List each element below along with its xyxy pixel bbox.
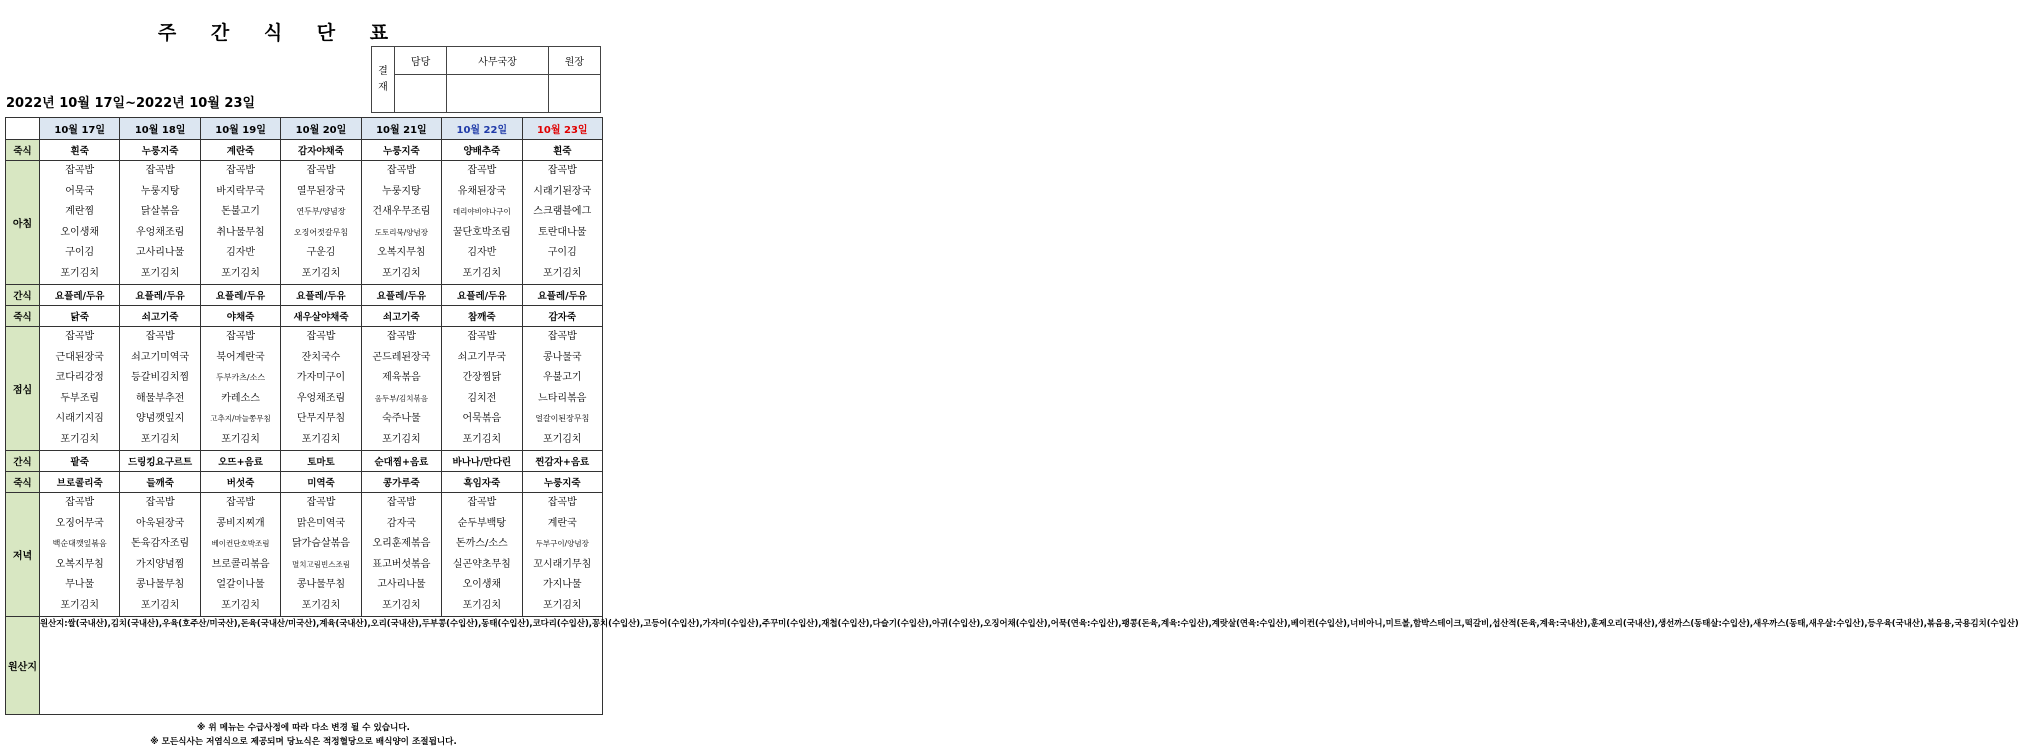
dish-item: 잡곡밥 [386,331,416,342]
menu-cell: 흰죽 [40,140,120,161]
dish-item: 두부카츠/소스 [216,373,266,382]
dish-item: 콩나물국 [542,351,582,363]
dish-item: 잡곡밥 [547,331,577,342]
menu-cell: 버섯죽 [200,472,280,493]
dish-item: 잡곡밥 [65,331,95,342]
porridge-row [6,306,603,327]
dish-item: 포기김치 [301,599,341,611]
menu-cell: 감자야채죽 [281,140,361,161]
dish-item: 우엉채조림 [135,226,185,238]
menu-cell: 흑임자죽 [442,472,522,493]
dish-item: 포기김치 [382,267,421,279]
dish-item: 포기김치 [140,599,180,611]
menu-cell: 요플레/두유 [522,285,602,306]
dish-item: 우불고기 [542,372,582,383]
row-label: 점심 [6,327,40,451]
snack-row [6,285,603,306]
dish-item: 계란찜 [65,206,95,217]
dish-item: 돈육감자조림 [131,538,190,549]
dish-item: 무나물 [65,579,95,590]
dish-item: 잡곡밥 [386,497,416,508]
approval-sign-slot [395,75,447,113]
menu-cell: 양배추죽 [442,140,522,161]
dish-item: 잡곡밥 [145,497,175,508]
dish-item: 포기김치 [60,599,100,611]
dish-item: 오복지무침 [55,558,104,570]
dish-item: 옴두부/김치볶음 [374,393,429,403]
dish-item: 콩나물무침 [135,579,185,590]
dish-item: 오복지무침 [377,247,426,258]
dish-item: 누룽지탕 [382,185,421,197]
dish-item: 멸치고림빈스조림 [291,559,350,569]
menu-cell: 토마토 [281,451,361,472]
dish-item: 잡곡밥 [65,497,95,508]
dish-item: 잔치국수 [301,351,341,363]
approval-gyeol: 결 [378,65,388,77]
header-row [6,118,603,140]
dish-item: 콩비지찌개 [216,517,265,529]
meal-cell [120,327,200,451]
meal-cell [281,327,361,451]
dish-item: 백순대깻잎볶음 [52,539,107,548]
menu-cell: 요플레/두유 [281,285,361,306]
dish-item: 잡곡밥 [547,165,577,176]
dish-item: 베이컨단호박조림 [211,539,270,548]
menu-cell: 팥죽 [40,451,120,472]
meal-cell [40,161,120,285]
dish-item: 카레소스 [221,392,260,404]
dish-item: 느타리볶음 [538,392,587,404]
dish-item: 포기김치 [301,267,341,279]
menu-cell: 요플레/두유 [361,285,441,306]
dish-item: 두부조림 [60,392,100,404]
menu-cell: 흰죽 [522,140,602,161]
dish-item: 어묵국 [65,185,95,197]
dish-item: 구운김 [306,247,336,258]
meal-cell [200,327,280,451]
menu-cell: 쇠고기죽 [361,306,441,327]
dish-item: 오리훈제볶음 [372,538,431,549]
dish-item: 쇠고기무국 [457,351,506,363]
dish-item: 가지양념찜 [135,558,185,570]
meal-cell [200,493,280,617]
approval-sign-slot [548,75,600,113]
dish-item: 닭살볶음 [140,206,180,217]
dish-item: 어묵볶음 [462,413,502,424]
porridge-row [6,472,603,493]
page-title: 주 간 식 단 표 [157,22,403,44]
meal-cell [361,493,441,617]
dish-item: 가지나물 [542,579,582,590]
note-line: ※ 위 메뉴는 수급사정에 따라 다소 변경 될 수 있습니다. [197,723,410,733]
corner-cell [6,118,40,140]
dish-item: 맑은미역국 [296,517,346,529]
menu-cell: 참깨죽 [442,306,522,327]
dish-item: 스크램블에그 [533,206,592,217]
dish-item: 꿀단호박조림 [452,226,511,238]
dish-item: 건새우무조림 [372,206,431,217]
dish-item: 가자미구이 [296,372,346,383]
dish-item: 포기김치 [60,267,100,279]
dish-item: 포기김치 [462,267,502,279]
approval-role: 사무국장 [447,47,549,75]
dish-item: 아욱된장국 [135,517,185,529]
dish-item: 포기김치 [542,267,582,279]
dish-item: 잡곡밥 [306,165,336,176]
menu-cell: 누룽지죽 [120,140,200,161]
dish-item: 잡곡밥 [467,331,497,342]
menu-cell: 요플레/두유 [200,285,280,306]
dish-item: 돈까스/소스 [455,538,508,549]
dish-item: 포기김치 [542,599,582,611]
meal-cell [442,161,522,285]
meal-cell [442,327,522,451]
dish-item: 구이김 [547,247,577,258]
note-line: ※ 모든식사는 저염식으로 제공되며 당뇨식은 적정혈당으로 배식양이 조절됩니다. [150,737,457,747]
menu-cell: 감자죽 [522,306,602,327]
dish-item: 포기김치 [221,433,260,445]
meal-cell [200,161,280,285]
dish-item: 시래기지짐 [55,413,104,424]
day-header: 10월 19일 [200,118,280,140]
dish-item: 구이김 [65,247,95,258]
dish-item: 잡곡밥 [226,331,256,342]
dish-item: 오징어젓갈무침 [293,227,349,237]
dish-item: 실곤약초무침 [452,558,511,570]
dish-item: 오징어무국 [55,517,104,529]
dish-item: 닭가슴살볶음 [291,538,350,549]
day-header: 10월 17일 [40,118,120,140]
dish-item: 두부구이/양념장 [535,539,589,548]
dish-item: 고사리나물 [377,579,426,590]
day-header: 10월 22일 [442,118,522,140]
dish-item: 포기김치 [60,433,100,445]
dish-item: 우엉채조림 [296,392,346,404]
dish-item: 잡곡밥 [467,165,497,176]
approval-label [372,47,395,113]
dish-item: 포기김치 [462,433,502,445]
dish-item: 잡곡밥 [145,165,175,176]
meal-cell [522,327,602,451]
dish-item: 해물부추전 [135,392,185,404]
lunch-row [6,327,603,451]
meal-cell [120,493,200,617]
dish-item: 포기김치 [140,433,180,445]
origin-text: 원산지:쌀(국내산),김치(국내산),우육(호주산/미국산),돈육(국내산/미국산),계육(국내산),오리(국내산),두부콩(수입산),동태(수입산),코다리(수입산),꽁치(수입산),고등어(수입산),가자미(수입산),주꾸미(수입산),재첩(수입산),다슬기(수입산),아귀(수입산),오징어채(수입산),어묵(연육:수입산),팽콩(돈육,계육:수입산),계랏살(연육:수입산),베이컨(수입산),너비아니,미트볼,함박스테이크,떡갈비,섭산적(돈육,계육:국내산),훈제오리(국내산),생선까스(동태살:수입산),새우까스(동태,새우살:수입산),등우육(국내산),볶음용,국용김치(수입산) [40,617,603,715]
dish-item: 양념깻잎지 [135,413,185,424]
dish-item: 포기김치 [382,433,421,445]
menu-cell: 들깨죽 [120,472,200,493]
menu-cell: 찐감자+음료 [522,451,602,472]
row-label: 간식 [6,451,40,472]
dish-item: 코다리강정 [55,372,104,383]
dish-item: 잡곡밥 [145,331,175,342]
menu-table [5,117,2019,715]
dish-item: 연두부/양념장 [296,207,346,216]
meal-cell [361,161,441,285]
row-label: 죽식 [6,140,40,161]
dish-item: 돈불고기 [221,206,260,217]
dish-item: 포기김치 [221,599,260,611]
menu-cell: 새우살야채죽 [281,306,361,327]
dish-item: 오이생채 [60,226,100,238]
dish-item: 김자반 [467,247,497,258]
meal-cell [40,327,120,451]
dish-item: 잡곡밥 [226,497,256,508]
row-label: 원산지 [6,617,40,715]
meal-cell [281,493,361,617]
dish-item: 바지락무국 [216,185,265,197]
menu-cell: 누룽지죽 [522,472,602,493]
dish-item: 시래기된장국 [533,185,592,197]
dish-item: 취나물무침 [216,226,265,238]
dish-item: 누룽지탕 [140,185,180,197]
approval-sign-slot [447,75,549,113]
day-header: 10월 23일 [522,118,602,140]
meal-cell [442,493,522,617]
dish-item: 순두부백탕 [457,517,506,529]
meal-cell [40,493,120,617]
meal-cell [522,493,602,617]
date-range: 2022년 10월 17일~2022년 10월 23일 [6,96,256,111]
menu-cell: 오뜨+음료 [200,451,280,472]
dish-item: 잡곡밥 [386,165,416,176]
dish-item: 제육볶음 [382,372,421,383]
dish-item: 쇠고기미역국 [131,351,190,363]
dish-item: 포기김치 [140,267,180,279]
dish-item: 고사리나물 [135,247,185,258]
dish-item: 계란국 [547,517,577,529]
approval-box [371,46,601,113]
menu-cell: 요플레/두유 [40,285,120,306]
row-label: 저녁 [6,493,40,617]
dish-item: 곤드레된장국 [372,351,431,363]
dish-item: 유채된장국 [457,185,506,197]
meal-cell [120,161,200,285]
menu-cell: 누룽지죽 [361,140,441,161]
menu-cell: 콩가루죽 [361,472,441,493]
dish-item: 브로콜리볶음 [211,558,270,570]
meal-cell [522,161,602,285]
day-header: 10월 20일 [281,118,361,140]
menu-cell: 브로콜리죽 [40,472,120,493]
dish-item: 김자반 [226,247,256,258]
dish-item: 김치전 [467,392,497,404]
dish-item: 잡곡밥 [547,497,577,508]
dish-item: 토란대나물 [538,226,587,238]
dish-item: 잡곡밥 [467,497,497,508]
dish-item: 간장찜닭 [462,372,502,383]
dish-item: 고추지/마늘쫑무침 [210,414,271,423]
dish-item: 열무된장국 [296,185,346,197]
dish-item: 데리야비야나구이 [452,207,511,216]
dish-item: 감자국 [386,517,416,529]
dish-item: 잡곡밥 [226,165,256,176]
dish-item: 콩나물무침 [296,579,346,590]
day-header: 10월 21일 [361,118,441,140]
dish-item: 꼬시래기무침 [533,558,592,570]
dish-item: 근대된장국 [55,351,104,363]
dish-item: 북어계란국 [216,351,265,363]
porridge-row [6,140,603,161]
approval-role: 담당 [395,47,447,75]
breakfast-row [6,161,603,285]
menu-cell: 야채죽 [200,306,280,327]
menu-cell: 계란죽 [200,140,280,161]
dish-item: 얼갈이나물 [216,579,265,590]
dish-item: 포기김치 [221,267,260,279]
dish-item: 숙주나물 [382,413,421,424]
meal-cell [361,327,441,451]
dish-item: 단무지무침 [296,413,346,424]
menu-cell: 바나나/만다린 [442,451,522,472]
menu-cell: 요플레/두유 [442,285,522,306]
dish-item: 등갈비김치찜 [131,372,190,383]
dish-item: 도토리묵/양념장 [374,227,429,237]
dish-item: 잡곡밥 [65,165,95,176]
row-label: 죽식 [6,472,40,493]
origin-row [6,617,603,715]
dish-item: 얼갈이된장무침 [535,414,590,423]
day-header: 10월 18일 [120,118,200,140]
meal-cell [281,161,361,285]
row-label: 아침 [6,161,40,285]
row-label: 간식 [6,285,40,306]
dish-item: 오이생채 [462,579,502,590]
approval-je: 재 [378,81,388,93]
menu-cell: 드링킹요구르트 [120,451,200,472]
dish-item: 포기김치 [462,599,502,611]
menu-cell: 미역죽 [281,472,361,493]
menu-cell: 요플레/두유 [120,285,200,306]
menu-cell: 닭죽 [40,306,120,327]
dish-item: 잡곡밥 [306,331,336,342]
row-label: 죽식 [6,306,40,327]
dish-item: 포기김치 [542,433,582,445]
dinner-row [6,493,603,617]
dish-item: 표고버섯볶음 [372,558,431,570]
menu-cell: 쇠고기죽 [120,306,200,327]
snack-row [6,451,603,472]
dish-item: 포기김치 [382,599,421,611]
dish-item: 포기김치 [301,433,341,445]
dish-item: 잡곡밥 [306,497,336,508]
menu-cell: 순대찜+음료 [361,451,441,472]
approval-role: 원장 [548,47,600,75]
